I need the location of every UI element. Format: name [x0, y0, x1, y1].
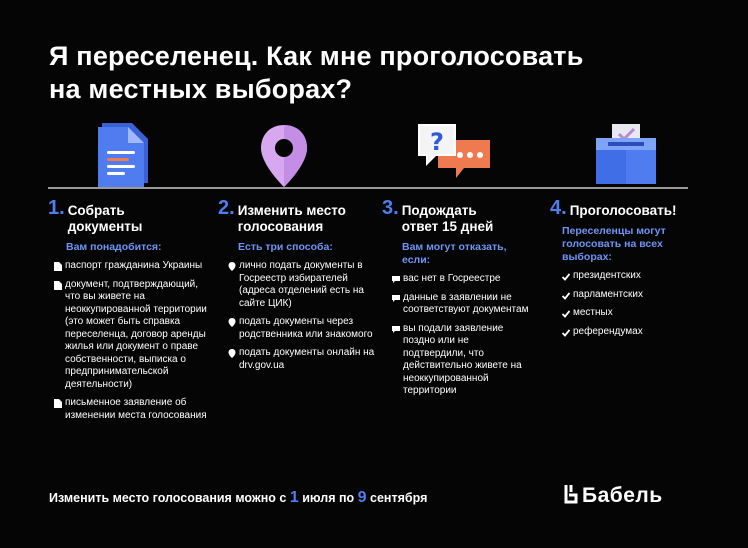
- pin-bullet-icon: [228, 262, 236, 271]
- step-2: [218, 198, 376, 378]
- message-bullet-icon: [392, 275, 400, 284]
- check-bullet-icon: [562, 291, 570, 300]
- deadline-end-day: 9: [357, 489, 367, 506]
- list-item: референдумах: [562, 326, 700, 339]
- step-heading-line: ответ 15 дней: [401, 219, 494, 234]
- step-subheading: Есть три способа:: [238, 241, 333, 253]
- elections-list: [562, 270, 700, 338]
- title-line-2: на местных выборах?: [49, 74, 353, 104]
- svg-text:?: ?: [430, 128, 444, 156]
- step-number: 1.: [48, 197, 65, 219]
- question-chat-icon: [416, 122, 494, 186]
- logo-mark-icon: [563, 484, 579, 504]
- list-item: подать документы через родственника или знакомого: [228, 316, 376, 341]
- step-heading-line: Подождать: [401, 203, 477, 218]
- pin-bullet-icon: [228, 349, 236, 358]
- location-pin-icon: [259, 123, 309, 189]
- list-item: парламентских: [562, 289, 700, 302]
- step-3: [382, 198, 532, 404]
- timeline-divider: [48, 187, 688, 189]
- step-heading: [570, 203, 677, 219]
- deadline-text: июля по: [298, 491, 358, 505]
- list-item: местных: [562, 307, 700, 320]
- deadline-note: [49, 489, 427, 507]
- refusal-reasons-list: [392, 273, 532, 398]
- title-line-1: Я переселенец. Как мне проголосовать: [49, 41, 584, 71]
- step-subheading: Вам понадобится:: [66, 241, 162, 253]
- ballot-box-icon: [594, 122, 658, 186]
- list-item: паспорт гражданина Украины: [54, 260, 208, 273]
- step-heading: [238, 203, 346, 235]
- list-item: лично подать документы в Госреестр избирателей (адреса отделений есть на сайте ЦИК): [228, 260, 376, 310]
- list-item: подать документы онлайн на drv.gov.ua: [228, 347, 376, 372]
- list-item: письменное заявление об изменении места голосования: [54, 397, 208, 422]
- document-bullet-icon: [54, 262, 62, 271]
- step-heading-line: голосования: [237, 219, 324, 234]
- step-1: [48, 198, 208, 428]
- list-item: данные в заявлении не соответствуют документам: [392, 292, 532, 317]
- deadline-text: Изменить место голосования можно с: [49, 491, 290, 505]
- check-bullet-icon: [562, 309, 570, 318]
- page-title: [49, 40, 689, 106]
- deadline-text: сентября: [366, 491, 428, 505]
- step-number: 4.: [550, 197, 567, 219]
- step-heading-line: документы: [67, 219, 143, 234]
- babel-logo: [563, 484, 663, 508]
- step-heading: [402, 203, 494, 235]
- logo-text: Бабель: [582, 484, 663, 507]
- step-heading-line: Собрать: [67, 203, 125, 218]
- check-bullet-icon: [562, 272, 570, 281]
- step-heading-line: Изменить место: [237, 203, 346, 218]
- message-bullet-icon: [392, 325, 400, 334]
- step-heading: [68, 203, 143, 235]
- step-number: 2.: [218, 197, 235, 219]
- step-4: [550, 198, 700, 344]
- requirements-list: [54, 260, 208, 422]
- deadline-start-day: 1: [289, 489, 299, 506]
- document-icon: [96, 121, 152, 187]
- message-bullet-icon: [392, 294, 400, 303]
- document-bullet-icon: [54, 281, 62, 290]
- methods-list: [228, 260, 376, 372]
- list-item: вы подали заявление поздно или не подтвердили, что действительно живете на неоккупированной территории: [392, 323, 532, 398]
- step-heading-line: Проголосовать!: [569, 203, 677, 218]
- document-bullet-icon: [54, 399, 62, 408]
- list-item: президентских: [562, 270, 700, 283]
- step-subheading: Переселенцы могут голосовать на всех выборах:: [562, 225, 666, 263]
- step-subheading: Вам могут отказать, если:: [402, 241, 507, 266]
- list-item: вас нет в Госреестре: [392, 273, 532, 286]
- step-number: 3.: [382, 197, 399, 219]
- list-item: документ, подтверждающий, что вы живете на неоккупированной территории (это может быть справка переселенца, договор аренды жилья или документ о праве собственности, выписка о предпринимательской деятельности): [54, 279, 208, 392]
- check-bullet-icon: [562, 328, 570, 337]
- pin-bullet-icon: [228, 318, 236, 327]
